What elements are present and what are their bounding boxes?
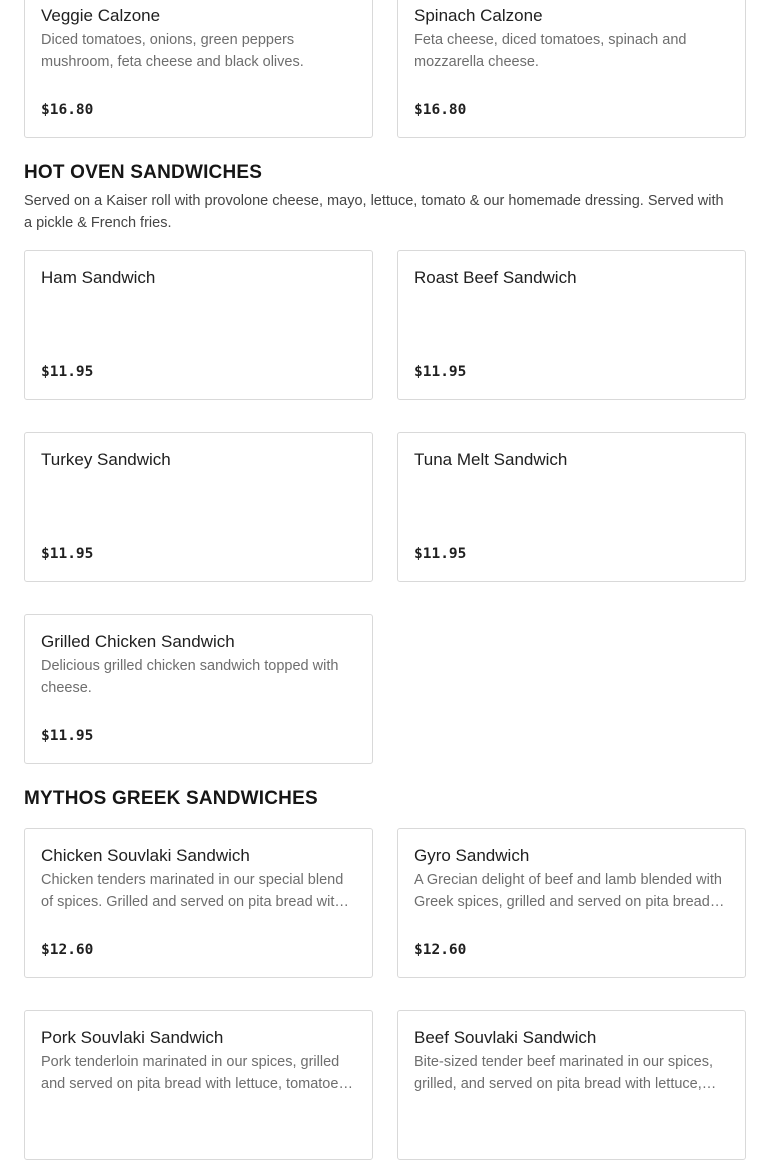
item-description: A Grecian delight of beef and lamb blended with Greek spices, grilled and served on pita bread — [414, 872, 722, 910]
item-price: $12.60 — [414, 942, 467, 958]
section-title: MYTHOS GREEK SANDWICHES — [24, 788, 318, 809]
section-description: Served on a Kaiser roll with provolone cheese, mayo, lettuce, tomato & our homemade dressing. Served with a pickle & French fries. — [24, 193, 724, 231]
item-price: $11.95 — [41, 546, 94, 562]
item-description: Feta cheese, diced tomatoes, spinach and mozzarella cheese. — [414, 32, 687, 70]
item-description: Pork tenderloin marinated in our spices, grilled and served on pita bread with lettuce, tomatoes, — [41, 1054, 350, 1092]
item-description: Bite-sized tender beef marinated in our spices, grilled, and served on pita bread with lettuce, — [414, 1054, 714, 1092]
item-name: Beef Souvlaki Sandwich — [414, 1028, 597, 1047]
menu-item-card[interactable] — [397, 828, 746, 978]
item-name: Pork Souvlaki Sandwich — [41, 1028, 224, 1047]
item-name: Turkey Sandwich — [41, 450, 171, 469]
menu-item-card[interactable] — [397, 250, 746, 400]
item-name: Ham Sandwich — [41, 268, 156, 287]
menu-item-card[interactable] — [397, 0, 746, 138]
menu-item-card[interactable] — [24, 614, 373, 764]
item-name: Chicken Souvlaki Sandwich — [41, 846, 250, 865]
item-name: Veggie Calzone — [41, 6, 161, 25]
item-name: Grilled Chicken Sandwich — [41, 632, 235, 651]
menu-item-card[interactable] — [24, 0, 373, 138]
item-description: Diced tomatoes, onions, green peppers mushroom, feta cheese and black olives. — [41, 32, 304, 70]
item-description: Chicken tenders marinated in our special blend of spices. Grilled and served on pita bread with — [41, 872, 344, 910]
item-price: $11.95 — [414, 546, 467, 562]
item-name: Tuna Melt Sandwich — [414, 450, 568, 469]
item-name: Gyro Sandwich — [414, 846, 530, 865]
item-price: $11.95 — [414, 364, 467, 380]
item-price: $11.95 — [41, 728, 94, 744]
item-price: $16.80 — [41, 102, 94, 118]
section-title: HOT OVEN SANDWICHES — [24, 162, 263, 183]
menu-item-card[interactable] — [24, 828, 373, 978]
item-name: Spinach Calzone — [414, 6, 543, 25]
menu-item-card[interactable] — [24, 250, 373, 400]
menu-item-card[interactable] — [24, 432, 373, 582]
item-price: $11.95 — [41, 364, 94, 380]
menu-item-card[interactable] — [397, 432, 746, 582]
item-price: $16.80 — [414, 102, 467, 118]
item-price: $12.60 — [41, 942, 94, 958]
item-name: Roast Beef Sandwich — [414, 268, 577, 287]
menu-item-card[interactable] — [24, 1010, 373, 1160]
item-description: Delicious grilled chicken sandwich topped with cheese. — [41, 658, 339, 696]
menu-item-card[interactable] — [397, 1010, 746, 1160]
